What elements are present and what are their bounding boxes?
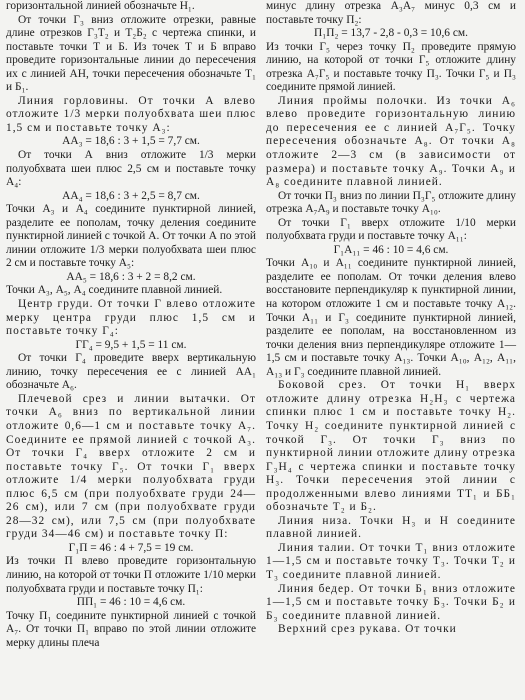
left-column [6, 0, 256, 650]
paragraph: От точки Г₁ вверх отложите 1/10 мерки полуобхвата груди и поставьте точку А₁₁: [266, 216, 516, 243]
paragraph: Из точки Г₅ через точку П₂ проведите прямую линию, на которой от точки Г₅ отложите длину отрезка А₇Г₅ и поставьте точку П₃. Точки Г₅ и П₃ соедините прямой линией. [266, 40, 516, 94]
paragraph: Центр груди. От точки Г влево отложите мерку центра груди плюс 1,5 см и поставьте точку Г₄: [6, 298, 256, 338]
formula-line: АА₃ = 18,6 : 3 + 1,5 = 7,7 см. [62, 135, 200, 148]
paragraph: Боковой срез. От точки Н₁ вверх отложите длину отрезка Н₂Н₃ с чертежа спинки плюс 1 см и поставьте точку Н₂. Точку Н₂ соедините пунктирной линией с точкой Г₃. От точки Г₃ вниз по пунктирной линии отложите длину отрезка Г₃Н₄ с чертежа спинки и поставьте точку Н₃. Точки пересечения этой линии с продолженными влево линиями ТТ₁ и ББ₁ обозначьте Т₂ и Б₂. [266, 379, 516, 514]
formula-line: Г₁А₁₁ = 46 : 10 = 4,6 см. [333, 243, 449, 256]
paragraph: Линия бедер. От точки Б₁ вниз отложите 1—1,5 см и поставьте точку Б₃. Точки Б₂ и Б₃ соедините плавной линией. [266, 582, 516, 622]
paragraph: минус длину отрезка А₃А₇ минус 0,3 см и поставьте точку П₂: [266, 0, 516, 26]
paragraph: Линия горловины. От точки А влево отложите 1/3 мерки полуобхвата шеи плюс 1,5 см и поставьте точку А₃: [6, 94, 256, 134]
paragraph: Из точки П влево проведите горизонтальную линию, на которой от точки П отложите 1/10 мерки полуобхвата груди и поставьте точку П₁: [6, 555, 256, 595]
paragraph: Линия низа. Точки Н₃ и Н соедините плавной линией. [266, 514, 516, 541]
formula-line: ГГ₄ = 9,5 + 1,5 = 11 см. [75, 338, 187, 351]
paragraph: Линия талии. От точки Т₁ вниз отложите 1—1,5 см и поставьте точку Т₃. Точки Т₂ и Т₃ соедините плавной линией. [266, 541, 516, 581]
paragraph: От точки П₃ вниз по линии П₃Г₅ отложите длину отрезка А₇А₉ и поставьте точку А₁₀. [266, 189, 516, 216]
paragraph: От точки Г₃ вниз отложите отрезки, равные длине отрезков Г₃Т₂ и Т₂Б₂ с чертежа спинки, и поставьте точки Т и Б. Из точек Т и Б вправо проведите горизонтальные линии до пересечения их с линией АН, точки пересечения обозначьте Т₁ и Б₁. [6, 13, 256, 94]
paragraph: Точку П₁ соедините пунктирной линией с точкой А₇. От точки П₁ вправо по этой линии отложите мерку длины плеча [6, 609, 256, 649]
formula-line: П₁П₂ = 13,7 - 2,8 - 0,3 = 10,6 см. [314, 27, 468, 40]
formula-line: Г₁П = 46 : 4 + 7,5 = 19 см. [68, 541, 194, 554]
paragraph: Точки А₃, А₅, А₄ соедините плавной линией. [6, 284, 223, 297]
paragraph: горизонтальной линией обозначьте Н₁. [6, 0, 195, 12]
formula-line: ПП₁ = 46 : 10 = 4,6 см. [76, 596, 186, 609]
paragraph: Точки А₃ и А₄ соедините пунктирной линией, разделите ее пополам, точку деления соедините пунктирной линией с точкой А. От точки А по этой линии отложите 1/3 мерки полуобхвата шеи плюс 2 см и поставьте точку А₅: [6, 203, 256, 270]
paragraph: Верхний срез рукава. От точки [278, 623, 457, 636]
paragraph: Точки А₁₀ и А₁₁ соедините пунктирной линией, разделите ее пополам. От точки деления влево восстановите перпендикуляр к пунктирной линии, на котором отложите 1 см и поставьте точку А₁₂. Точки А₁₁ и Г₃ соедините пунктирной линией, разделите ее пополам, на восстановленном из точки деления вниз перпендикуляре отложите 1—1,5 см и поставьте точку А₁₃. Точки А₁₀, А₁₂, А₁₁, А₁₃ и Г₃ соедините плавной линией. [266, 257, 516, 378]
formula-line: АА₅ = 18,6 : 3 + 2 = 8,2 см. [66, 270, 196, 283]
formula-line: АА₄ = 18,6 : 3 + 2,5 = 8,7 см. [62, 189, 200, 202]
paragraph: Плечевой срез и линии вытачки. От точки А₆ вниз по вертикальной линии отложите 0,6—1 см и поставьте точку А₇. Соедините ее прямой линией с точкой А₃. От точки Г₄ вверх отложите 2 см и поставьте точку Г₅. От точки Г₁ вверх отложите 1/4 мерки полуобхвата груди плюс 6,5 см (при полуобхвате груди 24—26 см), или 7 см (при полуобхвате груди 28—32 см), или 7,5 см (при полуобхвате груди 34—46 см) и поставьте точку П: [6, 392, 256, 541]
paragraph: От точки Г₄ проведите вверх вертикальную линию, точку пересечения ее с линией АА₁ обозначьте А₆. [6, 352, 256, 392]
paragraph: Линия проймы полочки. Из точки А₆ влево проведите горизонтальную линию до пересечения ее с линией А₇Г₅. Точку пересечения обозначьте А₈. От точки А₈ отложите 2—3 см (в зависимости от размера) и поставьте точку А₉. Точки А₉ и А₈ соедините плавной линией. [266, 94, 516, 189]
right-column [266, 0, 516, 637]
paragraph: От точки А вниз отложите 1/3 мерки полуобхвата шеи плюс 2,5 см и поставьте точку А₄: [6, 149, 256, 189]
